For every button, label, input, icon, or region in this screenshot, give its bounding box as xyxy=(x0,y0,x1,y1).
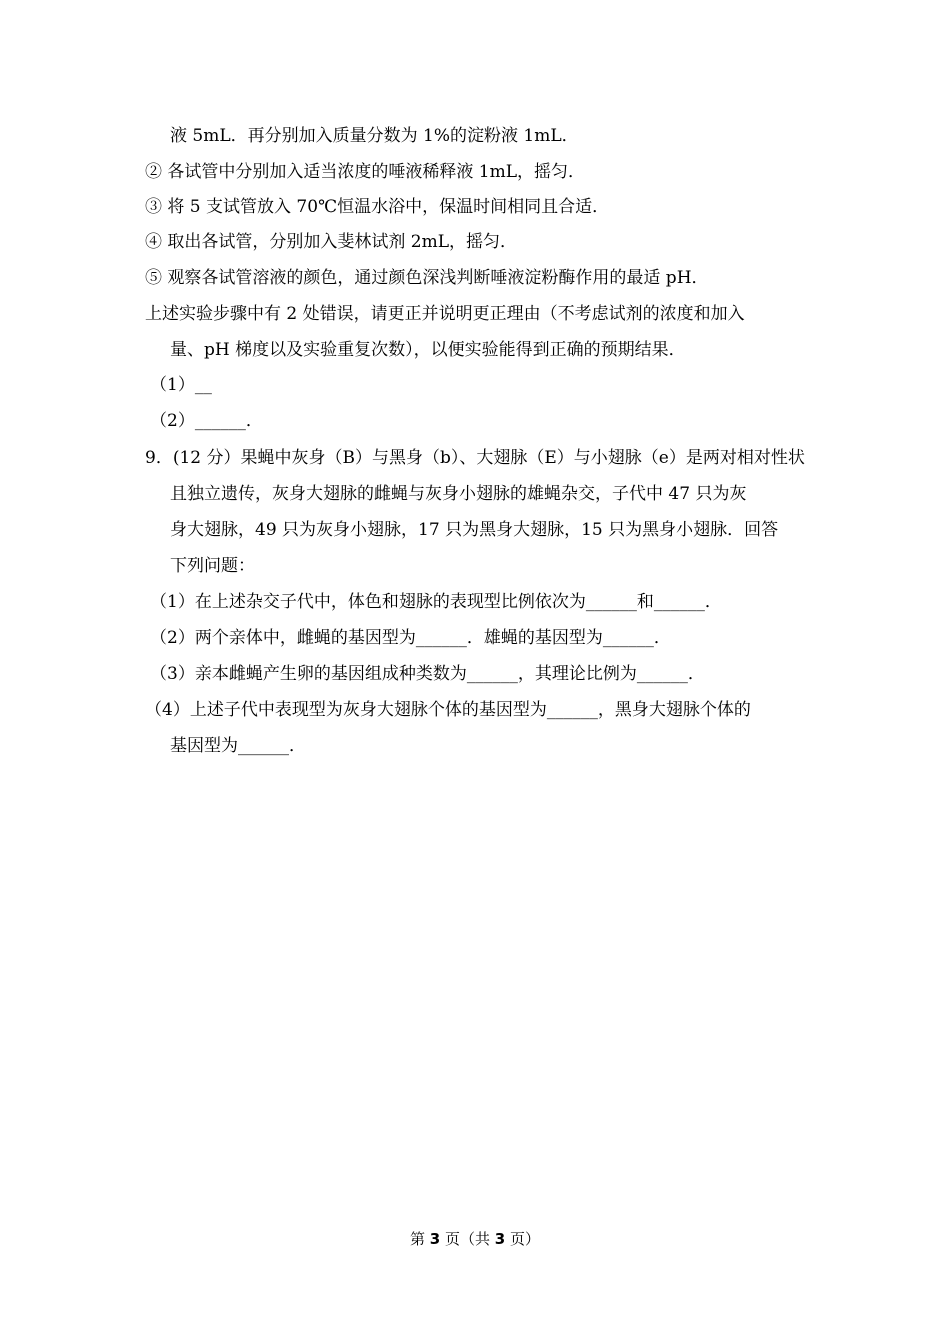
text-line: ② 各试管中分别加入适当浓度的唾液稀释液 1mL，摇匀． xyxy=(145,162,586,182)
sub-question: （1）在上述杂交子代中，体色和翅脉的表现型比例依次为______和______． xyxy=(150,592,722,612)
page-footer xyxy=(0,1228,950,1249)
sub-question: （4）上述子代中表现型为灰身大翅脉个体的基因型为______，黑身大翅脉个体的 xyxy=(145,700,751,720)
current-page-number: 3 xyxy=(429,1230,441,1248)
footer-suffix: 页） xyxy=(505,1230,540,1248)
total-page-number: 3 xyxy=(494,1230,506,1248)
text-line: ⑤ 观察各试管溶液的颜色，通过颜色深浅判断唾液淀粉酶作用的最适 pH． xyxy=(145,268,709,288)
text-line: 身大翅脉，49 只为灰身小翅脉，17 只为黑身大翅脉，15 只为黑身小翅脉．回答 xyxy=(170,520,779,540)
sub-question: （3）亲本雌蝇产生卵的基因组成种类数为______，其理论比例为______． xyxy=(150,664,705,684)
text-line: 上述实验步骤中有 2 处错误，请更正并说明更正理由（不考虑试剂的浓度和加入 xyxy=(145,304,745,324)
text-line: 量、pH 梯度以及实验重复次数），以便实验能得到正确的预期结果． xyxy=(170,340,686,360)
footer-middle: 页（共 xyxy=(440,1230,495,1248)
text-line: ③ 将 5 支试管放入 70℃恒温水浴中，保温时间相同且合适． xyxy=(145,197,610,217)
text-line: 液 5mL．再分别加入质量分数为 1%的淀粉液 1mL． xyxy=(170,126,579,146)
question-line: 9．(12 分）果蝇中灰身（B）与黑身（b）、大翅脉（E）与小翅脉（e）是两对相对性状 xyxy=(145,448,805,468)
answer-line: （1）__ xyxy=(150,375,212,395)
text-line: 且独立遗传，灰身大翅脉的雌蝇与灰身小翅脉的雄蝇杂交，子代中 47 只为灰 xyxy=(170,484,747,504)
sub-question: （2）两个亲体中，雌蝇的基因型为______．雄蝇的基因型为______． xyxy=(150,628,671,648)
answer-line: （2）______． xyxy=(150,411,263,431)
text-line: 下列问题： xyxy=(170,556,255,576)
footer-prefix: 第 xyxy=(410,1230,430,1248)
text-line: ④ 取出各试管，分别加入斐林试剂 2mL，摇匀． xyxy=(145,232,518,252)
text-line: 基因型为______． xyxy=(170,736,306,756)
